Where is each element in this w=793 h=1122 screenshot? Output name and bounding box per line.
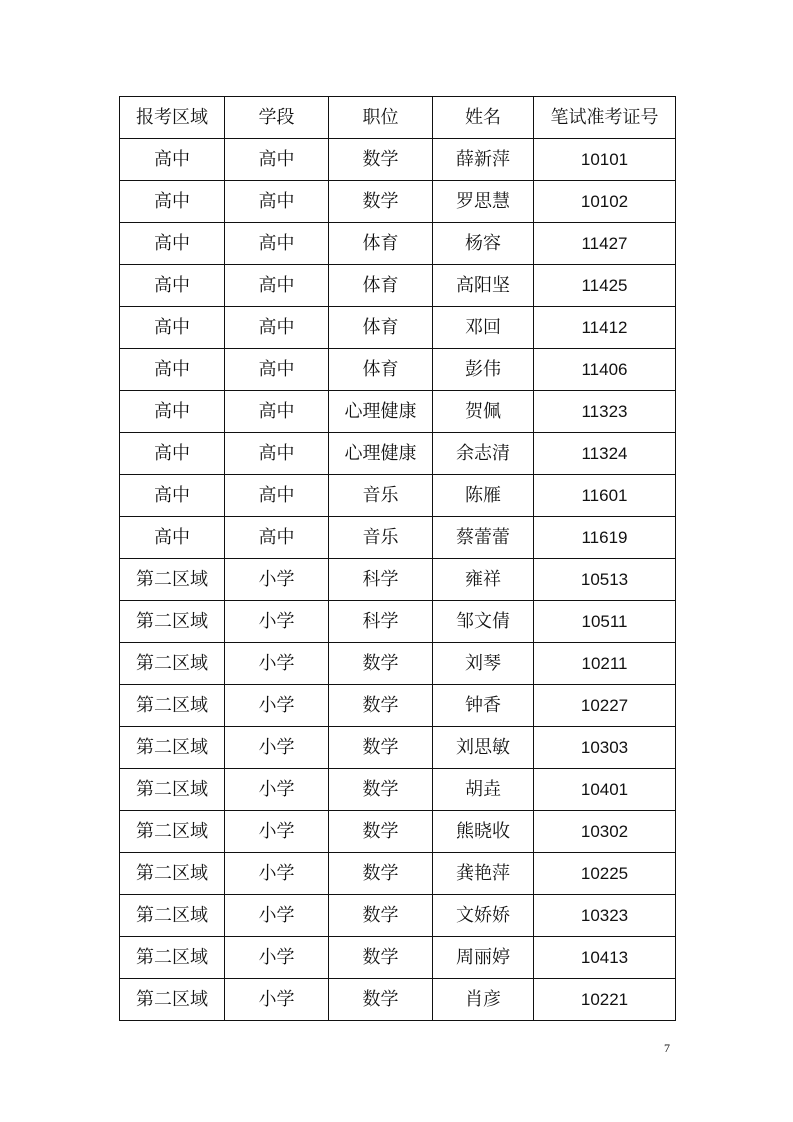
cell-exam-id: 10303 <box>534 727 676 769</box>
cell-exam-id: 10511 <box>534 601 676 643</box>
cell-name: 刘思敏 <box>433 727 534 769</box>
cell-name: 邓回 <box>433 307 534 349</box>
cell-position: 音乐 <box>329 475 433 517</box>
cell-region: 高中 <box>120 181 225 223</box>
cell-level: 小学 <box>225 559 329 601</box>
cell-name: 周丽婷 <box>433 937 534 979</box>
table-row <box>120 559 676 601</box>
cell-level: 高中 <box>225 349 329 391</box>
cell-exam-id: 10221 <box>534 979 676 1021</box>
cell-level: 小学 <box>225 769 329 811</box>
cell-name: 钟香 <box>433 685 534 727</box>
table-row <box>120 181 676 223</box>
table-row <box>120 265 676 307</box>
cell-region: 第二区域 <box>120 601 225 643</box>
cell-exam-id: 10102 <box>534 181 676 223</box>
table-row <box>120 517 676 559</box>
cell-position: 心理健康 <box>329 391 433 433</box>
header-exam-id: 笔试准考证号 <box>534 97 676 139</box>
cell-region: 高中 <box>120 391 225 433</box>
table-row <box>120 475 676 517</box>
cell-name: 龚艳萍 <box>433 853 534 895</box>
cell-level: 高中 <box>225 265 329 307</box>
table-row <box>120 727 676 769</box>
cell-exam-id: 10225 <box>534 853 676 895</box>
cell-exam-id: 10513 <box>534 559 676 601</box>
table-row <box>120 769 676 811</box>
cell-exam-id: 11406 <box>534 349 676 391</box>
cell-name: 余志清 <box>433 433 534 475</box>
cell-level: 高中 <box>225 139 329 181</box>
cell-exam-id: 10401 <box>534 769 676 811</box>
cell-name: 熊晓收 <box>433 811 534 853</box>
cell-name: 蔡蕾蕾 <box>433 517 534 559</box>
cell-level: 小学 <box>225 643 329 685</box>
table-row <box>120 979 676 1021</box>
table-header-row <box>120 97 676 139</box>
cell-level: 小学 <box>225 811 329 853</box>
cell-region: 第二区域 <box>120 727 225 769</box>
cell-exam-id: 10323 <box>534 895 676 937</box>
cell-name: 刘琴 <box>433 643 534 685</box>
cell-position: 数学 <box>329 685 433 727</box>
cell-name: 彭伟 <box>433 349 534 391</box>
cell-position: 数学 <box>329 769 433 811</box>
cell-level: 高中 <box>225 391 329 433</box>
cell-level: 小学 <box>225 685 329 727</box>
table-row <box>120 139 676 181</box>
cell-exam-id: 11324 <box>534 433 676 475</box>
header-name: 姓名 <box>433 97 534 139</box>
cell-position: 数学 <box>329 181 433 223</box>
cell-name: 杨容 <box>433 223 534 265</box>
cell-name: 邹文倩 <box>433 601 534 643</box>
cell-position: 数学 <box>329 811 433 853</box>
cell-position: 心理健康 <box>329 433 433 475</box>
cell-region: 高中 <box>120 433 225 475</box>
cell-name: 薛新萍 <box>433 139 534 181</box>
cell-region: 第二区域 <box>120 685 225 727</box>
cell-region: 高中 <box>120 139 225 181</box>
table-row <box>120 601 676 643</box>
cell-name: 罗思慧 <box>433 181 534 223</box>
cell-region: 高中 <box>120 307 225 349</box>
cell-position: 体育 <box>329 223 433 265</box>
cell-name: 贺佩 <box>433 391 534 433</box>
cell-region: 高中 <box>120 349 225 391</box>
cell-level: 高中 <box>225 181 329 223</box>
cell-exam-id: 10101 <box>534 139 676 181</box>
cell-exam-id: 11412 <box>534 307 676 349</box>
cell-exam-id: 10413 <box>534 937 676 979</box>
cell-name: 陈雁 <box>433 475 534 517</box>
header-level: 学段 <box>225 97 329 139</box>
cell-level: 小学 <box>225 979 329 1021</box>
cell-exam-id: 10302 <box>534 811 676 853</box>
cell-region: 第二区域 <box>120 937 225 979</box>
cell-position: 体育 <box>329 265 433 307</box>
table-row <box>120 811 676 853</box>
cell-exam-id: 10211 <box>534 643 676 685</box>
cell-level: 小学 <box>225 937 329 979</box>
table-row <box>120 223 676 265</box>
cell-name: 雍祥 <box>433 559 534 601</box>
cell-position: 数学 <box>329 853 433 895</box>
cell-position: 音乐 <box>329 517 433 559</box>
cell-level: 高中 <box>225 307 329 349</box>
cell-position: 科学 <box>329 559 433 601</box>
table-row <box>120 307 676 349</box>
table-row <box>120 391 676 433</box>
cell-level: 小学 <box>225 853 329 895</box>
cell-name: 高阳坚 <box>433 265 534 307</box>
cell-level: 小学 <box>225 895 329 937</box>
cell-name: 文娇娇 <box>433 895 534 937</box>
cell-level: 小学 <box>225 601 329 643</box>
cell-region: 高中 <box>120 475 225 517</box>
candidate-table <box>119 96 676 1021</box>
cell-exam-id: 11619 <box>534 517 676 559</box>
cell-position: 数学 <box>329 979 433 1021</box>
table-row <box>120 895 676 937</box>
cell-position: 数学 <box>329 643 433 685</box>
table-row <box>120 853 676 895</box>
cell-region: 第二区域 <box>120 643 225 685</box>
cell-region: 第二区域 <box>120 769 225 811</box>
table-row <box>120 937 676 979</box>
cell-position: 数学 <box>329 139 433 181</box>
header-position: 职位 <box>329 97 433 139</box>
table-row <box>120 433 676 475</box>
cell-level: 小学 <box>225 727 329 769</box>
cell-position: 体育 <box>329 307 433 349</box>
header-region: 报考区域 <box>120 97 225 139</box>
cell-region: 第二区域 <box>120 979 225 1021</box>
cell-region: 高中 <box>120 265 225 307</box>
page-number: 7 <box>664 1041 670 1055</box>
cell-region: 第二区域 <box>120 853 225 895</box>
cell-region: 第二区域 <box>120 895 225 937</box>
cell-region: 高中 <box>120 223 225 265</box>
cell-exam-id: 10227 <box>534 685 676 727</box>
cell-position: 数学 <box>329 895 433 937</box>
table-row <box>120 349 676 391</box>
cell-level: 高中 <box>225 223 329 265</box>
table-row <box>120 643 676 685</box>
cell-position: 体育 <box>329 349 433 391</box>
cell-name: 胡垚 <box>433 769 534 811</box>
cell-position: 科学 <box>329 601 433 643</box>
cell-exam-id: 11323 <box>534 391 676 433</box>
table-row <box>120 685 676 727</box>
cell-exam-id: 11425 <box>534 265 676 307</box>
cell-position: 数学 <box>329 937 433 979</box>
cell-exam-id: 11427 <box>534 223 676 265</box>
cell-level: 高中 <box>225 475 329 517</box>
cell-exam-id: 11601 <box>534 475 676 517</box>
cell-region: 第二区域 <box>120 559 225 601</box>
cell-region: 高中 <box>120 517 225 559</box>
cell-name: 肖彦 <box>433 979 534 1021</box>
cell-position: 数学 <box>329 727 433 769</box>
table-body <box>120 139 676 1021</box>
cell-level: 高中 <box>225 433 329 475</box>
cell-level: 高中 <box>225 517 329 559</box>
cell-region: 第二区域 <box>120 811 225 853</box>
